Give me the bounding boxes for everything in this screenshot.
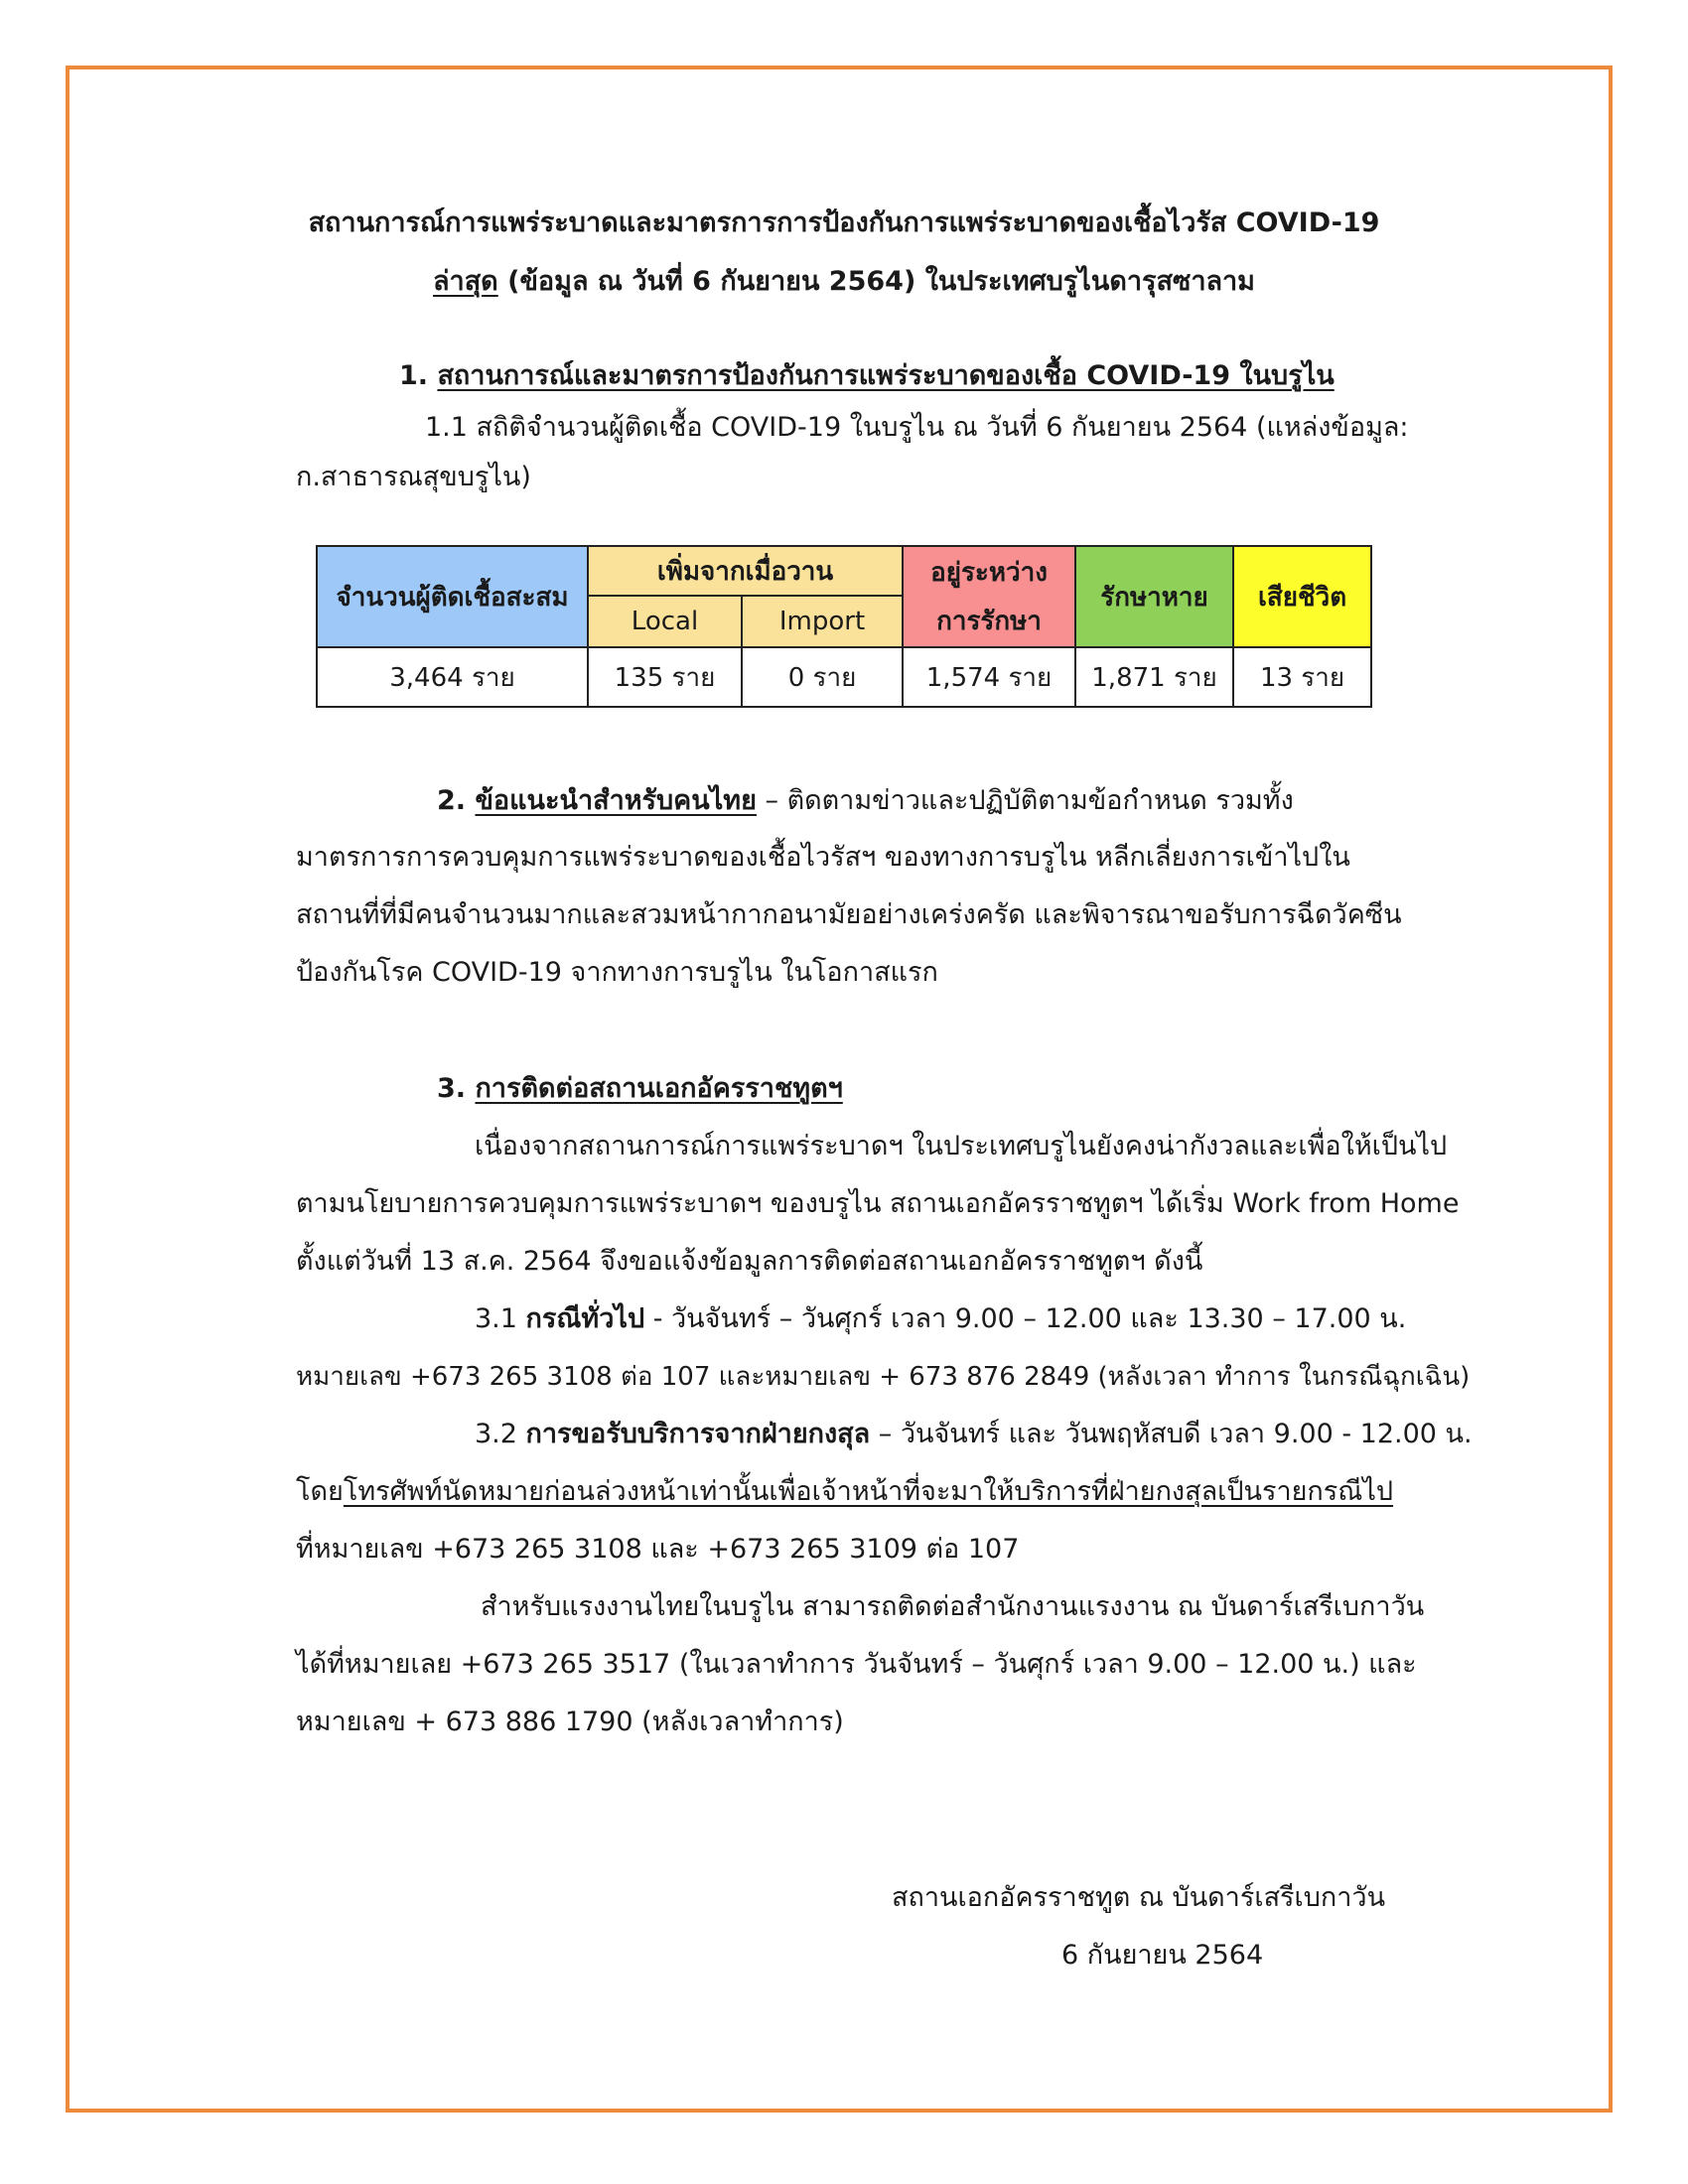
signature-date: 6 กันยายน 2564 — [1061, 1940, 1264, 1971]
header-under-treatment-line2: การรักษา — [936, 607, 1042, 636]
header-recovered: รักษาหาย — [1075, 546, 1233, 647]
section2-title: ข้อแนะนำสำหรับคนไทย — [475, 785, 757, 816]
section2-number: 2. — [437, 785, 476, 816]
title-line2-rest: (ข้อมูล ณ วันที่ 6 กันยายน 2564) ในประเทศบรูไนดารุสซาลาม — [497, 266, 1255, 297]
header-import: Import — [742, 596, 903, 647]
item-3-2-title: การขอรับบริการจากฝ่ายกงสุล — [525, 1419, 871, 1449]
item-3-2-rest: – วันจันทร์ และ วันพฤหัสบดี เวลา 9.00 - 12.00 น. — [870, 1419, 1473, 1449]
section3-heading — [437, 1069, 843, 1109]
covid-stats-table — [316, 545, 1372, 708]
item-3-2-line2-underlined: โทรศัพท์นัดหมายก่อนล่วงหน้าเท่านั้นเพื่อเจ้าหน้าที่จะมาให้บริการที่ฝ่ายกงสุลเป็นรายกรณีไป — [343, 1476, 1394, 1507]
header-local: Local — [588, 596, 742, 647]
item-3-1-line2: หมายเลข +673 265 3108 ต่อ 107 และหมายเลข + 673 876 2849 (หลังเวลา ทำการ ในกรณีฉุกเฉิน) — [296, 1362, 1471, 1392]
item-3-2-line1 — [475, 1415, 1473, 1454]
section2-line2: มาตรการการควบคุมการแพร่ระบาดของเชื้อไวรัสฯ ของทางการบรูไน หลีกเลี่ยงการเข้าไปใน — [296, 842, 1350, 873]
header-deaths: เสียชีวิต — [1233, 546, 1371, 647]
section3-p1-line1: เนื่องจากสถานการณ์การแพร่ระบาดฯ ในประเทศบรูไนยังคงน่ากังวลและเพื่อให้เป็นไป — [475, 1131, 1448, 1161]
document-subtitle — [0, 262, 1688, 302]
section2-line1 — [437, 781, 1294, 821]
item-3-1-rest: - วันจันทร์ – วันศุกร์ เวลา 9.00 – 12.00 และ 13.30 – 17.00 น. — [644, 1303, 1407, 1334]
value-cumulative: 3,464 ราย — [317, 647, 588, 707]
section3-number: 3. — [437, 1073, 476, 1104]
document-title — [0, 204, 1688, 243]
labor-line2: ได้ที่หมายเลย +673 265 3517 (ในเวลาทำการ วันจันทร์ – วันศุกร์ เวลา 9.00 – 12.00 น.) และ — [296, 1649, 1417, 1680]
item-3-2-prefix: 3.2 — [475, 1419, 526, 1449]
signature-org: สถานเอกอัครราชทูต ณ บันดาร์เสรีเบกาวัน — [892, 1882, 1386, 1913]
section1-sub-line1: 1.1 สถิติจำนวนผู้ติดเชื้อ COVID-19 ในบรูไน ณ วันที่ 6 กันยายน 2564 (แหล่งข้อมูล: — [425, 412, 1409, 443]
item-3-1-line1 — [475, 1299, 1406, 1339]
section3-title: การติดต่อสถานเอกอัครราชทูตฯ — [475, 1073, 843, 1104]
title-line1: สถานการณ์การแพร่ระบาดและมาตรการการป้องกันการแพร่ระบาดของเชื้อไวรัส COVID-19 — [308, 207, 1380, 238]
title-latest: ล่าสุด — [433, 266, 498, 297]
value-import: 0 ราย — [742, 647, 903, 707]
section1-heading — [399, 356, 1335, 396]
value-deaths: 13 ราย — [1233, 647, 1371, 707]
section2-line3: สถานที่ที่มีคนจำนวนมากและสวมหน้ากากอนามัยอย่างเคร่งครัด และพิจารณาขอรับการฉีดวัคซีน — [296, 899, 1402, 930]
item-3-1-prefix: 3.1 — [475, 1303, 526, 1334]
item-3-2-line2 — [296, 1472, 1393, 1512]
section3-p1-line2: ตามนโยบายการควบคุมการแพร่ระบาดฯ ของบรูไน สถานเอกอัครราชทูตฯ ได้เริ่ม Work from Home — [296, 1188, 1460, 1219]
value-local: 135 ราย — [588, 647, 742, 707]
item-3-1-title: กรณีทั่วไป — [525, 1303, 645, 1334]
section1-number: 1. — [399, 360, 438, 391]
header-under-treatment — [903, 546, 1075, 647]
value-recovered: 1,871 ราย — [1075, 647, 1233, 707]
header-cumulative: จำนวนผู้ติดเชื้อสะสม — [317, 546, 588, 647]
section1-sub-line2: ก.สาธารณสุขบรูไน) — [296, 462, 531, 492]
header-under-treatment-line1: อยู่ระหว่าง — [930, 558, 1048, 588]
section2-line1-rest: – ติดตามข่าวและปฏิบัติตามข้อกำหนด รวมทั้ง — [756, 785, 1294, 816]
item-3-2-line2-pre: โดย — [296, 1476, 344, 1507]
section3-p1-line3: ตั้งแต่วันที่ 13 ส.ค. 2564 จึงขอแจ้งข้อมูลการติดต่อสถานเอกอัครราชทูตฯ ดังนี้ — [296, 1246, 1203, 1277]
value-under-treatment: 1,574 ราย — [903, 647, 1075, 707]
section2-line4: ป้องกันโรค COVID-19 จากทางการบรูไน ในโอกาสแรก — [296, 957, 938, 988]
header-new-from-yesterday: เพิ่มจากเมื่อวาน — [588, 546, 903, 596]
labor-line1: สำหรับแรงงานไทยในบรูไน สามารถติดต่อสำนักงานแรงงาน ณ บันดาร์เสรีเบกาวัน — [481, 1591, 1425, 1622]
labor-line3: หมายเลข + 673 886 1790 (หลังเวลาทำการ) — [296, 1706, 844, 1737]
item-3-2-line3: ที่หมายเลข +673 265 3108 และ +673 265 3109 ต่อ 107 — [296, 1534, 1020, 1565]
section1-title: สถานการณ์และมาตรการป้องกันการแพร่ระบาดของเชื้อ COVID-19 ในบรูไน — [437, 360, 1335, 391]
